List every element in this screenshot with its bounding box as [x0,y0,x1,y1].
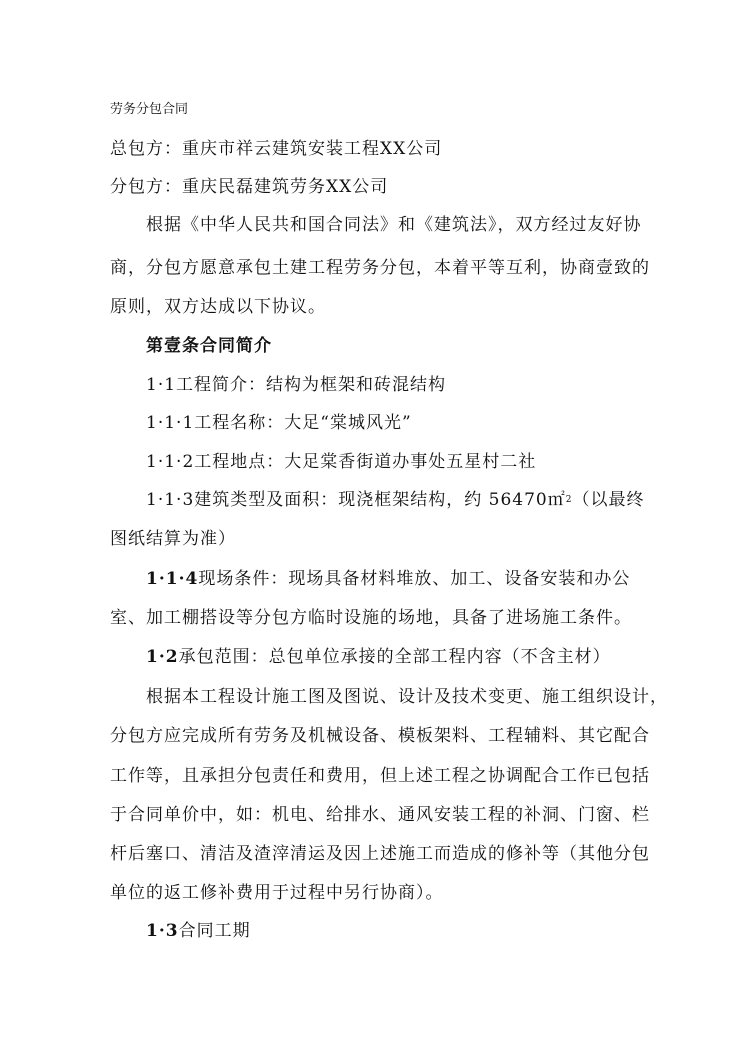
area-superscript: 2 [565,495,573,505]
intro-line: 根据《中华人民共和国合同法》和《建筑法》，双方经过友好协 [146,215,642,235]
intro-line: 商，分包方愿意承包土建工程劳务分包，本着平等互利，协商壹致的 [110,258,650,278]
section-1-1-4-label: 1·1·4 [146,569,199,589]
section-1-3-label: 1·3 [146,921,179,941]
section-1-1: 1·1工程简介：结构为框架和砖混结构 [146,375,447,395]
section-1-2 [146,646,640,668]
section-1-1-4-text: 现场条件：现场具备材料堆放、加工、设备安装和办公 [198,569,631,589]
section-1-1-4 [146,568,640,590]
section-1-3 [146,920,640,942]
section-1-1-1: 1·1·1工程名称：大足“棠城风光” [146,413,412,433]
section-1-3-text: 合同工期 [178,921,251,941]
document-header: 劳务分包合同 [110,102,189,117]
scope-line: 根据本工程设计施工图及图说、设计及技术变更、施工组织设计， [146,687,668,707]
section-1-1-2: 1·1·2工程地点：大足棠香街道办事处五星村二社 [146,452,537,472]
contractor-line: 总包方：重庆市祥云建筑安装工程XX公司 [110,139,443,159]
article-1-title: 第壹条合同简介 [146,336,272,356]
section-1-1-4-continued: 室、加工棚搭设等分包方临时设施的场地，具备了进场施工条件。 [110,608,632,628]
section-1-2-label: 1·2 [146,647,179,667]
intro-line: 原则，双方达成以下协议。 [110,297,326,317]
scope-line: 单位的返工修补费用于过程中另行协商）。 [110,883,444,903]
section-1-2-text: 承包范围：总包单位承接的全部工程内容（不含主材） [178,647,611,667]
scope-line: 分包方应完成所有劳务及机械设备、模板架料、工程辅料、其它配合 [110,726,650,746]
section-1-1-3-text: 1·1·3建筑类型及面积：现浇框架结构，约 56470㎡ [146,490,566,510]
scope-line: 于合同单价中，如：机电、给排水、通风安装工程的补洞、门窗、栏 [110,805,650,825]
subcontractor-line: 分包方：重庆民磊建筑劳务XX公司 [110,177,389,197]
scope-line: 工作等，且承担分包责任和费用，但上述工程之协调配合工作已包括 [110,766,650,786]
scope-line: 杆后塞口、清洁及渣滓清运及因上述施工而造成的修补等（其他分包 [110,844,650,864]
section-1-1-3-text-end: （以最终 [572,490,645,510]
section-1-1-3-continued: 图纸结算为准） [110,529,236,549]
section-1-1-3 [146,489,645,511]
